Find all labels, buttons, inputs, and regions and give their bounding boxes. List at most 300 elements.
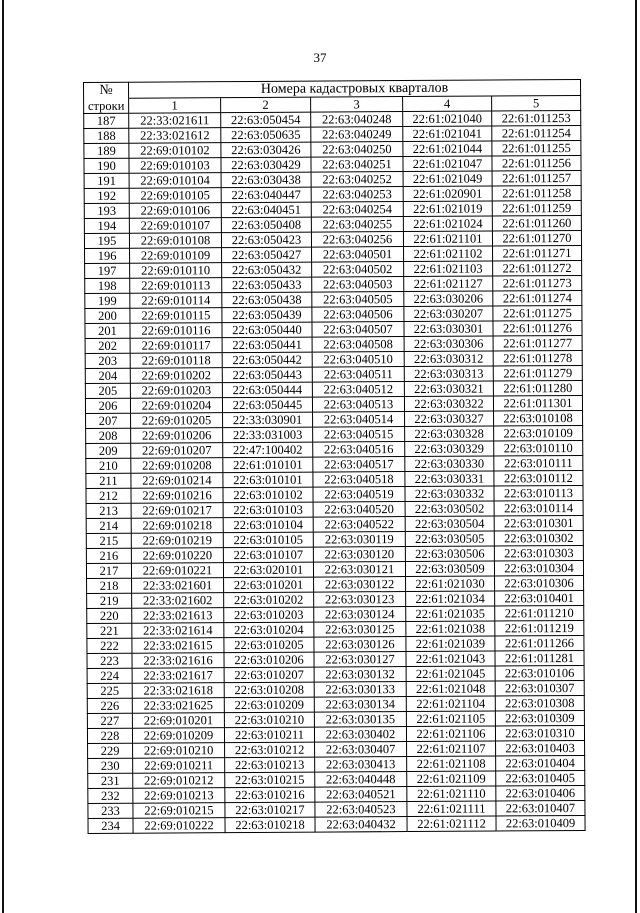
cadastral-number-cell: 22:63:030506: [405, 546, 494, 562]
cadastral-number-cell: 22:63:010216: [225, 787, 315, 803]
cadastral-number-cell: 22:63:030332: [405, 486, 494, 502]
cadastral-number-cell: 22:63:040447: [221, 187, 311, 203]
row-number-cell: 206: [85, 398, 130, 413]
cadastral-number-cell: 22:63:010113: [494, 485, 583, 501]
cadastral-number-cell: 22:61:010101: [223, 457, 313, 473]
row-number-cell: 221: [87, 623, 132, 638]
cadastral-number-cell: 22:63:010309: [495, 710, 584, 726]
table-row: [88, 815, 585, 833]
cadastral-number-cell: 22:63:040517: [313, 457, 405, 473]
cadastral-number-cell: 22:69:010205: [131, 413, 223, 429]
cadastral-number-cell: 22:63:040253: [311, 187, 403, 203]
cadastral-number-cell: 22:63:030331: [405, 471, 494, 487]
cadastral-number-cell: 22:63:030413: [315, 757, 407, 773]
cadastral-number-cell: 22:63:010306: [495, 575, 584, 591]
row-number-cell: 219: [87, 593, 132, 608]
cadastral-number-cell: 22:33:030901: [223, 412, 313, 428]
cadastral-number-cell: 22:63:010213: [225, 757, 315, 773]
cadastral-number-cell: 22:69:010221: [131, 563, 223, 579]
cadastral-number-cell: 22:61:011273: [493, 275, 582, 291]
cadastral-number-cell: 22:33:021614: [132, 623, 224, 639]
cadastral-number-cell: 22:63:030123: [314, 592, 406, 608]
cadastral-number-cell: 22:69:010103: [129, 158, 221, 174]
cadastral-number-cell: 22:63:030120: [313, 547, 405, 563]
cadastral-number-cell: 22:69:010213: [133, 788, 225, 804]
cadastral-number-cell: 22:61:011301: [493, 395, 582, 411]
cadastral-number-cell: 22:63:030127: [314, 652, 406, 668]
cadastral-number-cell: 22:61:011270: [492, 230, 581, 246]
cadastral-number-cell: 22:61:021043: [406, 651, 495, 667]
cadastral-number-cell: 22:61:021127: [404, 276, 493, 292]
cadastral-number-cell: 22:69:010222: [133, 818, 225, 834]
row-number-cell: 191: [84, 173, 129, 188]
cadastral-number-cell: 22:63:030504: [405, 516, 494, 532]
cadastral-number-cell: 22:61:021109: [407, 771, 496, 787]
cadastral-number-cell: 22:63:030122: [314, 577, 406, 593]
cadastral-number-cell: 22:33:021618: [132, 683, 224, 699]
cadastral-number-cell: 22:63:050635: [221, 127, 311, 143]
row-number-cell: 196: [85, 248, 130, 263]
cadastral-number-cell: 22:69:010113: [130, 278, 222, 294]
cadastral-number-cell: 22:63:040508: [312, 337, 404, 353]
row-number-cell: 215: [86, 533, 131, 548]
cadastral-number-cell: 22:63:050445: [222, 397, 312, 413]
cadastral-number-cell: 22:61:021103: [404, 261, 493, 277]
row-number-cell: 227: [87, 713, 132, 728]
cadastral-number-cell: 22:61:011266: [495, 635, 584, 651]
cadastral-number-cell: 22:63:010307: [495, 680, 584, 696]
cadastral-number-cell: 22:63:010217: [225, 802, 315, 818]
cadastral-number-cell: 22:61:021107: [407, 741, 496, 757]
cadastral-number-cell: 22:63:010404: [496, 755, 585, 771]
cadastral-number-cell: 22:61:011281: [495, 650, 584, 666]
cadastral-number-cell: 22:63:030135: [314, 712, 406, 728]
row-number-header-bottom: строки: [84, 98, 129, 113]
table-body: [84, 110, 585, 833]
cadastral-number-cell: 22:63:040254: [311, 202, 403, 218]
cadastral-number-cell: 22:63:010107: [223, 547, 313, 563]
cadastral-number-cell: 22:61:011254: [492, 125, 581, 141]
cadastral-number-cell: 22:63:010104: [223, 517, 313, 533]
cadastral-number-cell: 22:63:050440: [222, 322, 312, 338]
row-number-cell: 231: [88, 773, 133, 788]
cadastral-number-cell: 22:33:031003: [223, 427, 313, 443]
cadastral-number-cell: 22:69:010203: [130, 383, 222, 399]
cadastral-number-cell: 22:63:030321: [404, 381, 493, 397]
cadastral-number-cell: 22:47:100402: [223, 442, 313, 458]
cadastral-number-cell: 22:33:021601: [132, 578, 224, 594]
cadastral-number-cell: 22:63:010218: [225, 817, 315, 833]
cadastral-number-cell: 22:63:040451: [221, 202, 311, 218]
cadastral-number-cell: 22:63:040248: [311, 112, 403, 128]
cadastral-number-cell: 22:63:010215: [225, 772, 315, 788]
cadastral-number-cell: 22:63:030306: [404, 336, 493, 352]
cadastral-number-cell: 22:63:010109: [494, 425, 583, 441]
cadastral-number-cell: 22:63:050442: [222, 352, 312, 368]
cadastral-number-cell: 22:61:011257: [492, 170, 581, 186]
page-number: 37: [313, 50, 327, 65]
cadastral-number-cell: 22:63:030429: [221, 157, 311, 173]
row-number-cell: 232: [88, 788, 133, 803]
cadastral-number-cell: 22:63:040512: [312, 382, 404, 398]
cadastral-number-cell: 22:63:040256: [311, 232, 403, 248]
cadastral-number-cell: 22:63:030312: [404, 351, 493, 367]
row-number-cell: 198: [85, 278, 130, 293]
cadastral-number-cell: 22:61:011253: [492, 110, 581, 126]
cadastral-number-cell: 22:63:010304: [494, 560, 583, 576]
cadastral-number-cell: 22:61:011210: [495, 605, 584, 621]
cadastral-number-cell: 22:63:030505: [405, 531, 494, 547]
cadastral-number-cell: 22:33:021616: [132, 653, 224, 669]
cadastral-number-cell: 22:69:010108: [129, 233, 221, 249]
cadastral-number-cell: 22:33:021613: [132, 608, 224, 624]
column-number-header: 4: [403, 96, 492, 112]
cadastral-number-cell: 22:69:010106: [129, 203, 221, 219]
cadastral-number-cell: 22:63:040249: [311, 127, 403, 143]
cadastral-number-cell: 22:63:030133: [314, 682, 406, 698]
row-number-cell: 202: [85, 338, 130, 353]
column-number-header: 2: [221, 97, 311, 113]
cadastral-number-cell: 22:61:011276: [493, 320, 582, 336]
cadastral-number-cell: 22:69:010210: [133, 743, 225, 759]
cadastral-number-cell: 22:61:021044: [403, 141, 492, 157]
row-number-cell: 197: [85, 263, 130, 278]
cadastral-number-cell: 22:63:040520: [313, 502, 405, 518]
row-number-cell: 192: [84, 188, 129, 203]
row-number-cell: 234: [88, 818, 133, 833]
cadastral-number-cell: 22:61:011256: [492, 155, 581, 171]
cadastral-number-cell: 22:63:030327: [405, 411, 494, 427]
cadastral-number-cell: 22:63:030438: [221, 172, 311, 188]
cadastral-number-cell: 22:69:010220: [131, 548, 223, 564]
row-number-cell: 229: [88, 743, 133, 758]
cadastral-number-cell: 22:61:011275: [493, 305, 582, 321]
cadastral-number-cell: 22:69:010206: [131, 428, 223, 444]
cadastral-number-cell: 22:63:050438: [222, 292, 312, 308]
cadastral-number-cell: 22:63:040505: [312, 292, 404, 308]
cadastral-number-cell: 22:63:010208: [224, 682, 314, 698]
cadastral-number-cell: 22:33:021602: [132, 593, 224, 609]
cadastral-number-cell: 22:61:021110: [407, 786, 496, 802]
cadastral-number-cell: 22:61:020901: [403, 186, 492, 202]
cadastral-number-cell: 22:69:010117: [130, 338, 222, 354]
cadastral-number-cell: 22:69:010105: [129, 188, 221, 204]
scan-edge-left: [2, 0, 4, 913]
cadastral-number-cell: 22:61:011277: [493, 335, 582, 351]
cadastral-number-cell: 22:69:010118: [130, 353, 222, 369]
row-number-cell: 225: [87, 683, 132, 698]
cadastral-number-cell: 22:33:021611: [129, 113, 221, 129]
cadastral-number-cell: 22:63:030207: [404, 306, 493, 322]
cadastral-number-cell: 22:61:021040: [403, 111, 492, 127]
cadastral-number-cell: 22:61:021111: [407, 801, 496, 817]
row-number-cell: 212: [86, 488, 131, 503]
cadastral-number-cell: 22:61:021024: [403, 216, 492, 232]
cadastral-number-cell: 22:63:040448: [315, 772, 407, 788]
cadastral-number-cell: 22:69:010217: [131, 503, 223, 519]
cadastral-number-cell: 22:33:021625: [132, 698, 224, 714]
cadastral-number-cell: 22:69:010215: [133, 803, 225, 819]
cadastral-number-cell: 22:63:050441: [222, 337, 312, 353]
cadastral-number-cell: 22:63:040522: [313, 517, 405, 533]
row-number-cell: 211: [86, 473, 131, 488]
cadastral-number-cell: 22:63:010211: [224, 727, 314, 743]
cadastral-number-cell: 22:61:021049: [403, 171, 492, 187]
row-number-cell: 233: [88, 803, 133, 818]
cadastral-number-cell: 22:61:011272: [493, 260, 582, 276]
cadastral-number-cell: 22:63:030426: [221, 142, 311, 158]
cadastral-number-cell: 22:63:010201: [224, 577, 314, 593]
scan-edge-right: [635, 0, 637, 913]
cadastral-number-cell: 22:63:050423: [221, 232, 311, 248]
row-number-cell: 205: [85, 383, 130, 398]
cadastral-number-cell: 22:61:021035: [406, 606, 495, 622]
row-number-cell: 187: [84, 113, 129, 128]
column-number-header: 5: [492, 95, 581, 111]
row-number-cell: 201: [85, 323, 130, 338]
cadastral-number-cell: 22:63:010110: [494, 440, 583, 456]
cadastral-number-cell: 22:69:010107: [129, 218, 221, 234]
cadastral-number-cell: 22:33:021612: [129, 128, 221, 144]
cadastral-number-cell: 22:63:010114: [494, 500, 583, 516]
cadastral-number-cell: 22:69:010202: [130, 368, 222, 384]
cadastral-number-cell: 22:69:010218: [131, 518, 223, 534]
row-number-header-top: №: [84, 82, 129, 98]
cadastral-number-cell: 22:63:030328: [405, 426, 494, 442]
cadastral-number-cell: 22:69:010214: [131, 473, 223, 489]
column-number-header: 3: [311, 97, 403, 113]
cadastral-number-cell: 22:61:021048: [406, 681, 495, 697]
cadastral-number-cell: 22:61:021039: [406, 636, 495, 652]
cadastral-number-cell: 22:63:040507: [312, 322, 404, 338]
row-number-cell: 228: [87, 728, 132, 743]
row-number-cell: 200: [85, 308, 130, 323]
row-number-cell: 190: [84, 158, 129, 173]
cadastral-number-cell: 22:63:020101: [223, 562, 313, 578]
cadastral-number-cell: 22:63:010210: [224, 712, 314, 728]
cadastral-number-cell: 22:63:030329: [405, 441, 494, 457]
cadastral-number-cell: 22:63:030121: [313, 562, 405, 578]
row-number-cell: 194: [84, 218, 129, 233]
cadastral-number-cell: 22:63:010205: [224, 637, 314, 653]
row-number-cell: 210: [86, 458, 131, 473]
cadastral-number-cell: 22:63:040521: [315, 787, 407, 803]
cadastral-number-cell: 22:63:030313: [404, 366, 493, 382]
cadastral-quarters-table: [83, 79, 586, 834]
cadastral-number-cell: 22:69:010102: [129, 143, 221, 159]
cadastral-number-cell: 22:33:021617: [132, 668, 224, 684]
cadastral-number-cell: 22:61:021034: [406, 591, 495, 607]
cadastral-number-cell: 22:69:010208: [131, 458, 223, 474]
cadastral-number-cell: 22:63:010203: [224, 607, 314, 623]
cadastral-number-cell: 22:61:021112: [407, 816, 496, 832]
cadastral-number-cell: 22:63:010302: [494, 530, 583, 546]
row-number-cell: 214: [86, 518, 131, 533]
cadastral-number-cell: 22:63:030502: [405, 501, 494, 517]
column-number-header: 1: [129, 98, 221, 114]
row-number-cell: 216: [86, 548, 131, 563]
row-number-cell: 223: [87, 653, 132, 668]
cadastral-number-cell: 22:63:010105: [223, 532, 313, 548]
cadastral-number-cell: 22:69:010216: [131, 488, 223, 504]
cadastral-number-cell: 22:61:011271: [493, 245, 582, 261]
cadastral-number-cell: 22:61:021106: [406, 726, 495, 742]
cadastral-number-cell: 22:63:030206: [404, 291, 493, 307]
row-number-cell: 220: [87, 608, 132, 623]
cadastral-number-cell: 22:69:010207: [131, 443, 223, 459]
cadastral-number-cell: 22:61:011258: [492, 185, 581, 201]
cadastral-number-cell: 22:61:011259: [492, 200, 581, 216]
cadastral-number-cell: 22:63:040502: [312, 262, 404, 278]
cadastral-number-cell: 22:61:011274: [493, 290, 582, 306]
cadastral-number-cell: 22:63:050432: [222, 262, 312, 278]
cadastral-number-cell: 22:63:040510: [312, 352, 404, 368]
cadastral-number-cell: 22:69:010116: [130, 323, 222, 339]
cadastral-number-cell: 22:61:021104: [406, 696, 495, 712]
cadastral-number-cell: 22:63:050408: [221, 217, 311, 233]
cadastral-number-cell: 22:63:050444: [222, 382, 312, 398]
cadastral-number-cell: 22:63:030509: [405, 561, 494, 577]
cadastral-number-cell: 22:63:030119: [313, 532, 405, 548]
cadastral-number-cell: 22:63:040255: [311, 217, 403, 233]
cadastral-number-cell: 22:63:030402: [314, 727, 406, 743]
cadastral-number-cell: 22:63:010204: [224, 622, 314, 638]
cadastral-number-cell: 22:63:010106: [495, 665, 584, 681]
cadastral-number-cell: 22:63:030125: [314, 622, 406, 638]
row-number-cell: 203: [85, 353, 130, 368]
cadastral-number-cell: 22:69:010109: [130, 248, 222, 264]
row-number-cell: 226: [87, 698, 132, 713]
cadastral-number-cell: 22:63:040523: [315, 802, 407, 818]
cadastral-number-cell: 22:61:011219: [495, 620, 584, 636]
cadastral-number-cell: 22:69:010104: [129, 173, 221, 189]
cadastral-number-cell: 22:63:010303: [494, 545, 583, 561]
cadastral-number-cell: 22:69:010219: [131, 533, 223, 549]
cadastral-number-cell: 22:63:050443: [222, 367, 312, 383]
cadastral-number-cell: 22:63:050433: [222, 277, 312, 293]
cadastral-number-cell: 22:61:021108: [407, 756, 496, 772]
cadastral-number-cell: 22:61:021041: [403, 126, 492, 142]
cadastral-number-cell: 22:63:010212: [225, 742, 315, 758]
cadastral-number-cell: 22:63:010108: [494, 410, 583, 426]
cadastral-number-cell: 22:63:010407: [496, 800, 585, 816]
cadastral-number-cell: 22:63:030407: [315, 742, 407, 758]
row-number-cell: 218: [87, 578, 132, 593]
cadastral-number-cell: 22:63:010111: [494, 455, 583, 471]
cadastral-number-cell: 22:63:030330: [405, 456, 494, 472]
row-number-cell: 188: [84, 128, 129, 143]
cadastral-number-cell: 22:63:030124: [314, 607, 406, 623]
table-title: Номера кадастровых кварталов: [129, 79, 581, 98]
cadastral-number-cell: 22:69:010201: [132, 713, 224, 729]
cadastral-number-cell: 22:63:040252: [311, 172, 403, 188]
cadastral-number-cell: 22:63:030301: [404, 321, 493, 337]
cadastral-number-cell: 22:63:030132: [314, 667, 406, 683]
row-number-cell: 193: [84, 203, 129, 218]
cadastral-number-cell: 22:63:040511: [312, 367, 404, 383]
cadastral-number-cell: 22:63:050439: [222, 307, 312, 323]
cadastral-number-cell: 22:63:040516: [313, 442, 405, 458]
cadastral-number-cell: 22:61:021101: [403, 231, 492, 247]
cadastral-number-cell: 22:63:010401: [495, 590, 584, 606]
cadastral-number-cell: 22:61:021045: [406, 666, 495, 682]
cadastral-number-cell: 22:63:010405: [496, 770, 585, 786]
cadastral-number-cell: 22:33:021615: [132, 638, 224, 654]
cadastral-number-cell: 22:63:030134: [314, 697, 406, 713]
cadastral-number-cell: 22:61:021047: [403, 156, 492, 172]
cadastral-number-cell: 22:63:040518: [313, 472, 405, 488]
row-number-cell: 222: [87, 638, 132, 653]
cadastral-number-cell: 22:63:010301: [494, 515, 583, 531]
row-number-cell: 189: [84, 143, 129, 158]
cadastral-number-cell: 22:61:021019: [403, 201, 492, 217]
cadastral-number-cell: 22:69:010115: [130, 308, 222, 324]
cadastral-number-cell: 22:63:050454: [221, 112, 311, 128]
cadastral-number-cell: 22:69:010204: [130, 398, 222, 414]
cadastral-number-cell: 22:61:021102: [404, 246, 493, 262]
cadastral-number-cell: 22:69:010212: [133, 773, 225, 789]
row-number-cell: 209: [86, 443, 131, 458]
cadastral-number-cell: 22:63:030126: [314, 637, 406, 653]
row-number-cell: 217: [86, 563, 131, 578]
cadastral-number-cell: 22:63:010206: [224, 652, 314, 668]
row-number-cell: 213: [86, 503, 131, 518]
cadastral-number-cell: 22:63:010409: [496, 815, 585, 831]
cadastral-number-cell: 22:63:010406: [496, 785, 585, 801]
cadastral-number-cell: 22:63:010202: [224, 592, 314, 608]
cadastral-number-cell: 22:63:040506: [312, 307, 404, 323]
cadastral-number-cell: 22:69:010114: [130, 293, 222, 309]
cadastral-number-cell: 22:63:010209: [224, 697, 314, 713]
row-number-cell: 224: [87, 668, 132, 683]
cadastral-number-cell: 22:61:011279: [493, 365, 582, 381]
row-number-cell: 230: [88, 758, 133, 773]
row-number-cell: 195: [84, 233, 129, 248]
cadastral-number-cell: 22:61:021038: [406, 621, 495, 637]
cadastral-number-cell: 22:63:050427: [222, 247, 312, 263]
cadastral-number-cell: 22:63:010207: [224, 667, 314, 683]
cadastral-number-cell: 22:61:011278: [493, 350, 582, 366]
cadastral-number-cell: 22:63:010103: [223, 502, 313, 518]
cadastral-number-cell: 22:69:010209: [132, 728, 224, 744]
cadastral-number-cell: 22:63:010308: [495, 695, 584, 711]
cadastral-number-cell: 22:63:040519: [313, 487, 405, 503]
cadastral-number-cell: 22:69:010211: [133, 758, 225, 774]
cadastral-number-cell: 22:61:021105: [406, 711, 495, 727]
cadastral-number-cell: 22:69:010110: [130, 263, 222, 279]
row-number-cell: 207: [86, 413, 131, 428]
row-number-cell: 204: [85, 368, 130, 383]
cadastral-number-cell: 22:63:040432: [315, 817, 407, 833]
cadastral-number-cell: 22:63:040251: [311, 157, 403, 173]
cadastral-number-cell: 22:63:010102: [223, 487, 313, 503]
cadastral-number-cell: 22:63:040250: [311, 142, 403, 158]
cadastral-number-cell: 22:63:010101: [223, 472, 313, 488]
cadastral-number-cell: 22:63:040501: [312, 247, 404, 263]
cadastral-number-cell: 22:63:040503: [312, 277, 404, 293]
cadastral-number-cell: 22:61:021030: [406, 576, 495, 592]
row-number-cell: 208: [86, 428, 131, 443]
cadastral-number-cell: 22:63:010112: [494, 470, 583, 486]
row-number-cell: 199: [85, 293, 130, 308]
cadastral-number-cell: 22:63:030322: [404, 396, 493, 412]
cadastral-number-cell: 22:63:040514: [313, 412, 405, 428]
cadastral-number-cell: 22:61:011260: [492, 215, 581, 231]
cadastral-number-cell: 22:63:010310: [495, 725, 584, 741]
cadastral-number-cell: 22:61:011255: [492, 140, 581, 156]
cadastral-number-cell: 22:61:011280: [493, 380, 582, 396]
cadastral-number-cell: 22:63:040513: [312, 397, 404, 413]
